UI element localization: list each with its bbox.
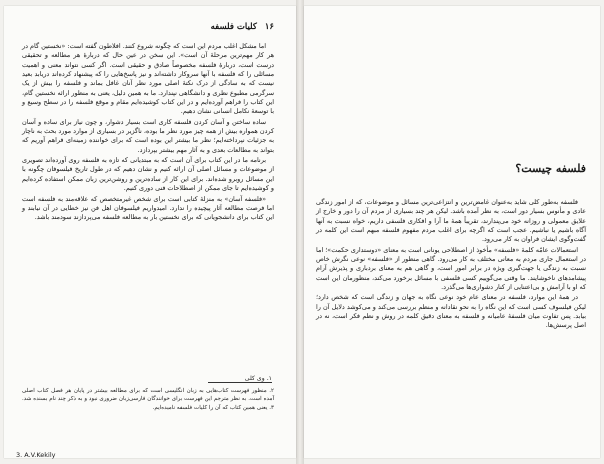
paragraph: اما مشکل اغلب مردم این است که چگونه شروع کنند. افلاطون گفته است: «نخستین گام در هر کار مهم‌ترین مرحلهٔ آن است». این سخن در عین حال که دربارهٔ هر مطالعه و تحقیقی درست است، دربارهٔ فلسفه مخصوصاً صادق و حقیقی است. اگر کسی نتواند معنی و اهمیت مسائلی را که فلسفه با آنها سروکار داشته‌اند و نیز پاسخ‌هایی را که پیشنهاد کرده‌اند دریابد بعید نیست که به سادگی از درک نکتهٔ اصلی مورد نظر آنان غافل بماند و فلسفه را بیش از یک سرگرمی مطبوع نظری و دانشگاهی نپندارد. ما به همین دلیل، یعنی به منظور ارائه نخستین گام، این کتاب را فراهم آورده‌ایم و در این کتاب کوشیده‌ایم مقام و موقع فلسفه را در سطح وسیع و با توسعهٔ نکامل انسانی نشان دهیم. (22, 42, 274, 116)
footnotes: ۲. منظور فهرست کتاب‌هایی به زبان انگلیسی است که برای مطالعه بیشتر در پایان هر فصل کتاب اصلی آمده است. به نظر مترجم این فهرست برای خوانندگان فارسی‌زبان ضروری نبود و به ذکر چند نام بسنده شد. ۳. یعنی همین کتاب که آن را کلیات فلسفه نامیده‌ایم. (22, 388, 274, 411)
section-title: فلسفه چیست؟ (515, 162, 586, 175)
page-number: ۱۶ (264, 22, 274, 32)
book-gutter (296, 0, 304, 464)
right-text-column (316, 198, 586, 332)
right-page (304, 6, 600, 458)
left-text-column (22, 42, 274, 224)
footnote-divider (208, 382, 272, 383)
running-title: کلیات فلسفه (210, 22, 257, 32)
paragraph: در همهٔ این موارد، فلسفه در معنای عام خود نوعی نگاه به جهان و زندگی است که شخص دارد؛ لیکن فیلسوف کسی است که این نگاه را به نحو نقادانه و منظم بررسی می‌کند و می‌کوشد دلایل آن را بیابد. پس تفاوت میان فلسفهٔ عامیانه و فلسفه به معنای دقیق کلمه در روش و نظم فکر است، نه در اصل پرسش‌ها. (316, 293, 586, 330)
paragraph: ساده ساختن و آسان کردن فلسفه کاری است بسیار دشوار، و چون نیاز برای ساده و آسان کردن همواره بیش از همه چیز مورد نظر ما بوده، ناگزیر در بسیاری از موارد مورد بحث به ناچار به جزئیات نپرداخته‌ایم؛ نظر ما بیشتر این بوده است که برای خواننده زمینه‌ای فراهم آوریم که بتواند به مطالعات بعدی و به آثار مهم بیشتر بپردازد. (22, 117, 274, 154)
paragraph: برنامه ما در این کتاب برای آن است که به مبتدیانی که تازه به فلسفه روی آورده‌اند تصویری از موضوعات و مسائل اصلی آن ارائه کنیم و نشان دهیم که در طول تاریخ فیلسوفان چگونه با این مسائل روبرو شده‌اند. برای این کار از ساده‌ترین و روشن‌ترین زبان ممکن استفاده کرده‌ایم و کوشیده‌ایم تا جای ممکن از اصطلاحات فنی دوری کنیم. (22, 156, 274, 193)
footnote-latin: 3. A.V.Kekily (16, 451, 56, 459)
left-page (4, 6, 296, 458)
paragraph: فلسفه به‌طور کلی شاید به‌عنوان غامض‌ترین و انتزاعی‌ترین مسائل و موضوعات، که از امور زندگی عادی و مأنوس بسیار دور است، به نظر آمده باشد. لیکن هر چند بسیاری از مردم آن را دور و خارج از علایق معمولی و روزانه خود می‌پندارند، تقریباً همهٔ ما آرا و افکاری فلسفی داریم، خواه نسبت به آنها آگاه باشیم یا نباشیم. عجب است که اگرچه برای اغلب مردم مفهوم فلسفه مبهم است این کلمه در گفت‌وگوی ایشان فراوان به کار می‌رود. (316, 198, 586, 244)
paragraph: «فلسفه آسان» به منزلهٔ کتابی است برای شخص غیرمتخصص که علاقه‌مند به فلسفه است اما فرصت مطالعه آثار پیچیده را ندارد. امیدواریم فیلسوفان اهل فن نیز خطایی در آن نیابند و این کتاب برای دانشجویانی که برای نخستین بار به مطالعه فلسفه می‌پردازند سودمند باشد. (22, 194, 274, 222)
paragraph: استعمالات عامّه کلمهٔ «فلسفه» مأخوذ از اصطلاحی یونانی است به معنای «دوستداری حکمت»؛ اما در استعمال جاری مردم به معانی مختلف به کار می‌رود. گاهی منظور از «فلسفه» نوعی نگرش خاص نسبت به زندگی یا جهت‌گیری ویژه در برابر امور است، و گاهی هم به معنای بردباری و پذیرش آرام پیشامدهای ناخوشایند. ما وقتی می‌گوییم کسی فلسفی با مسائل برخورد می‌کند، منظورمان این است که او با آرامش و بی‌اعتنایی از کنار دشواری‌ها می‌گذرد. (316, 245, 586, 292)
page-header (211, 22, 274, 32)
footnote-reference: ۱. وی کلی (244, 375, 272, 382)
